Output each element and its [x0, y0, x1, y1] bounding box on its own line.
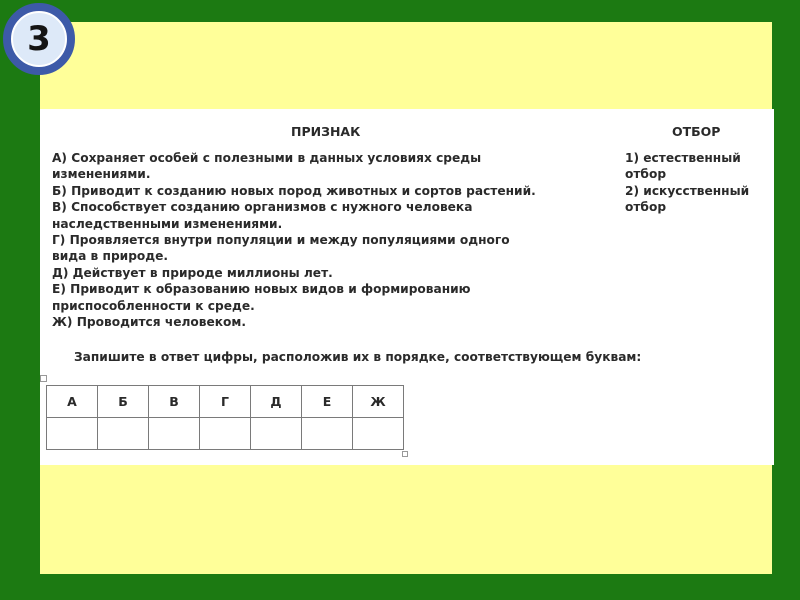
selection-column-header: ОТБОР	[672, 124, 721, 139]
feature-line: наследственными изменениями.	[52, 216, 283, 231]
answer-input-cell[interactable]	[302, 418, 353, 450]
answer-table	[46, 385, 404, 450]
answer-header-cell: Б	[98, 386, 149, 418]
answer-input-cell[interactable]	[47, 418, 98, 450]
answer-header-cell: Д	[251, 386, 302, 418]
answer-header-cell: В	[149, 386, 200, 418]
task-document	[40, 109, 774, 465]
answer-header-cell: Е	[302, 386, 353, 418]
selection-line: 1) естественный	[625, 151, 741, 165]
answer-header-cell: Ж	[353, 386, 404, 418]
feature-line: приспособленности к среде.	[52, 298, 255, 313]
answer-header-cell: А	[47, 386, 98, 418]
feature-line: В) Способствует созданию организмов с нужного человека	[52, 200, 473, 215]
table-resize-handle[interactable]	[402, 451, 408, 457]
feature-list	[52, 150, 536, 330]
answer-input-cell[interactable]	[149, 418, 200, 450]
slide-number: 3	[11, 11, 67, 67]
answer-input-cell[interactable]	[98, 418, 149, 450]
selection-line: отбор	[625, 200, 667, 215]
feature-line: Ж) Проводится человеком.	[52, 315, 247, 330]
instruction-text: Запишите в ответ цифры, расположив их в порядке, соответствующем буквам:	[74, 350, 642, 364]
selection-line: 2) искусственный	[625, 183, 750, 198]
answer-header-cell: Г	[200, 386, 251, 418]
feature-line: вида в природе.	[52, 249, 169, 264]
table-move-handle[interactable]	[40, 375, 47, 382]
feature-line: А) Сохраняет особей с полезными в данных условиях среды	[52, 151, 482, 165]
feature-column-header: ПРИЗНАК	[291, 124, 361, 139]
selection-list	[625, 150, 749, 216]
feature-line: Д) Действует в природе миллионы лет.	[52, 265, 333, 280]
feature-line: изменениями.	[52, 167, 151, 182]
slide-number-badge	[3, 3, 75, 75]
answer-input-cell[interactable]	[353, 418, 404, 450]
answer-table-header-row	[47, 386, 404, 418]
answer-input-cell[interactable]	[251, 418, 302, 450]
answer-input-cell[interactable]	[200, 418, 251, 450]
feature-line: Е) Приводит к образованию новых видов и формированию	[52, 282, 471, 297]
selection-line: отбор	[625, 167, 667, 182]
feature-line: Г) Проявляется внутри популяции и между популяциями одного	[52, 233, 510, 248]
feature-line: Б) Приводит к созданию новых пород животных и сортов растений.	[52, 183, 536, 198]
answer-table-input-row	[47, 418, 404, 450]
